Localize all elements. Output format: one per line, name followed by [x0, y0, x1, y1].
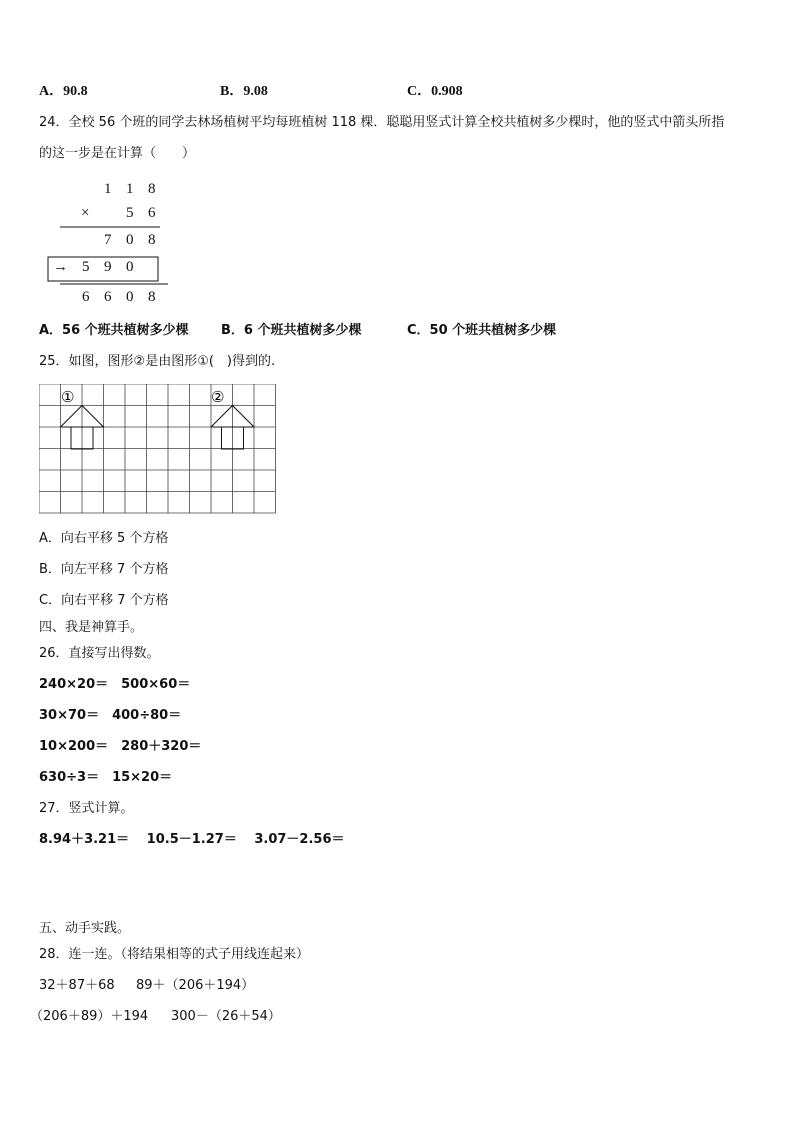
q26-row: 30×70＝ 400÷80＝ — [39, 708, 182, 723]
calc-digit: 6 — [104, 289, 112, 305]
q25-grid-figure — [39, 384, 279, 518]
q25-option-b: B．向左平移 7 个方格 — [39, 562, 169, 577]
calc-lines — [0, 0, 200, 320]
calc-digit: 6 — [148, 205, 156, 221]
q24-stem-line2: 的这一步是在计算（ ） — [39, 146, 196, 161]
q28-expr-1b: 89＋（206＋194） — [136, 978, 255, 993]
calc-digit: 9 — [104, 259, 112, 275]
q28-stem: 28．连一连。（将结果相等的式子用线连起来） — [39, 947, 310, 962]
q23-option-c: C．0.908 — [407, 84, 463, 99]
calc-digit: 1 — [126, 181, 134, 197]
calc-digit: 5 — [82, 259, 90, 275]
q26-row: 240×20＝ 500×60＝ — [39, 677, 191, 692]
q24-stem-line1: 24．全校 56 个班的同学去林场植树平均每班植树 118 棵．聪聪用竖式计算全校共植树多少棵时，他的竖式中箭头所指 — [39, 115, 725, 130]
q28-expr-2b: 300－（26＋54） — [171, 1009, 281, 1024]
q28-expr-1a: 32＋87＋68 — [39, 978, 115, 993]
q23-option-a: A．90.8 — [39, 84, 88, 99]
q24-option-a: A．56 个班共植树多少棵 — [39, 323, 189, 338]
calc-digit: 7 — [104, 232, 112, 248]
q26-row: 630÷3＝ 15×20＝ — [39, 770, 173, 785]
calc-digit: 0 — [126, 259, 134, 275]
calc-digit: 0 — [126, 232, 134, 248]
q27-row: 8.94＋3.21＝ 10.5－1.27＝ 3.07－2.56＝ — [39, 832, 345, 847]
q26-row: 10×200＝ 280＋320＝ — [39, 739, 202, 754]
section-4-heading: 四、我是神算手。 — [39, 620, 144, 635]
calc-digit: 6 — [82, 289, 90, 305]
calc-digit: 0 — [126, 289, 134, 305]
q25-option-a: A．向右平移 5 个方格 — [39, 531, 169, 546]
arrow-icon: → — [53, 259, 68, 275]
calc-digit: 5 — [126, 205, 134, 221]
q28-expr-2a: （206＋89）＋194 — [30, 1009, 149, 1024]
arrow-highlight-box — [48, 257, 158, 281]
shape-1-label: ① — [61, 388, 75, 406]
shape-2-label: ② — [211, 388, 225, 406]
q25-option-c: C．向右平移 7 个方格 — [39, 593, 169, 608]
q23-option-b: B．9.08 — [220, 84, 268, 99]
times-sign: × — [81, 205, 90, 221]
calc-digit: 8 — [148, 289, 156, 305]
calc-digit: 8 — [148, 181, 156, 197]
section-5-heading: 五、动手实践。 — [39, 921, 131, 936]
q26-stem: 26．直接写出得数。 — [39, 646, 160, 661]
q27-stem: 27．竖式计算。 — [39, 801, 134, 816]
calc-digit: 8 — [148, 232, 156, 248]
q24-option-b: B．6 个班共植树多少棵 — [221, 323, 362, 338]
q25-stem: 25．如图，图形②是由图形①( )得到的. — [39, 354, 276, 369]
q24-option-c: C．50 个班共植树多少棵 — [407, 323, 557, 338]
calc-digit: 1 — [104, 181, 112, 197]
